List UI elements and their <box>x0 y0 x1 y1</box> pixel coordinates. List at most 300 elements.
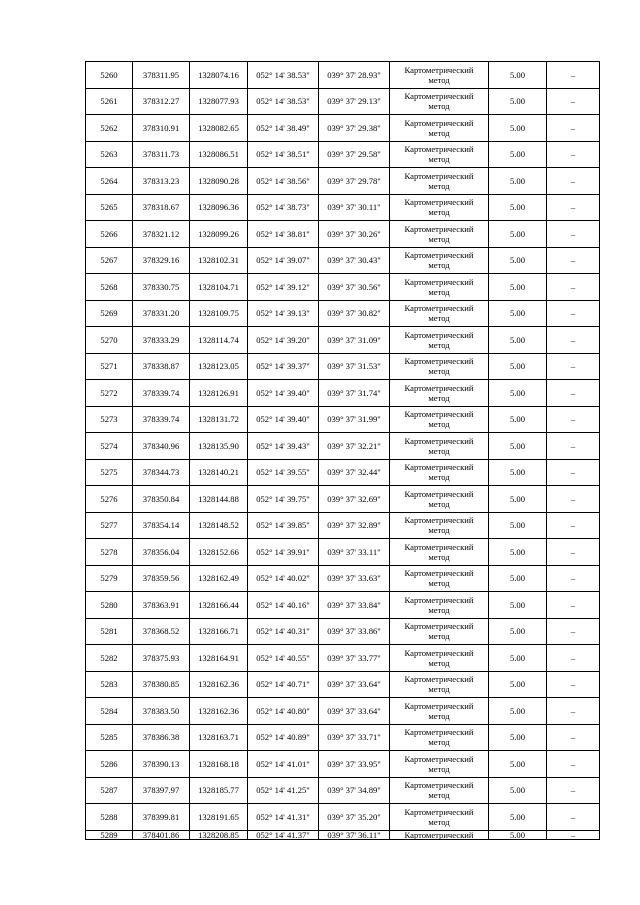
note-cell: – <box>547 486 600 513</box>
x-coordinate-cell: 378333.29 <box>133 327 190 354</box>
note-cell: – <box>547 804 600 831</box>
y-coordinate-cell: 1328144.88 <box>190 486 248 513</box>
longitude-cell: 039° 37' 29.58" <box>319 141 390 168</box>
y-coordinate-cell: 1328102.31 <box>190 247 248 274</box>
latitude-cell: 052° 14' 38.51" <box>248 141 319 168</box>
point-number-cell: 5283 <box>86 671 133 698</box>
note-cell: – <box>547 168 600 195</box>
longitude-cell: 039° 37' 32.44" <box>319 459 390 486</box>
point-number-cell: 5261 <box>86 88 133 115</box>
point-number-cell: 5276 <box>86 486 133 513</box>
y-coordinate-cell: 1328185.77 <box>190 777 248 804</box>
y-coordinate-cell: 1328140.21 <box>190 459 248 486</box>
table-row <box>86 274 600 301</box>
note-cell: – <box>547 88 600 115</box>
table-row <box>86 777 600 804</box>
longitude-cell: 039° 37' 29.13" <box>319 88 390 115</box>
method-line2: метод <box>428 525 450 536</box>
method-cell <box>390 724 489 751</box>
point-number-cell: 5279 <box>86 565 133 592</box>
y-coordinate-cell: 1328104.71 <box>190 274 248 301</box>
point-number-cell: 5289 <box>86 830 133 840</box>
latitude-cell: 052° 14' 38.49" <box>248 115 319 142</box>
latitude-cell: 052° 14' 41.25" <box>248 777 319 804</box>
note-cell: – <box>547 830 600 840</box>
point-number-cell: 5268 <box>86 274 133 301</box>
x-coordinate-cell: 378397.97 <box>133 777 190 804</box>
method-line1: Картометрический <box>404 674 474 685</box>
longitude-cell: 039° 37' 28.93" <box>319 62 390 89</box>
note-cell: – <box>547 353 600 380</box>
method-line2: метод <box>428 631 450 642</box>
latitude-cell: 052° 14' 39.43" <box>248 433 319 460</box>
latitude-cell: 052° 14' 38.53" <box>248 62 319 89</box>
method-cell <box>390 512 489 539</box>
method-line2: метод <box>428 260 450 271</box>
latitude-cell: 052° 14' 40.55" <box>248 645 319 672</box>
table-row <box>86 671 600 698</box>
x-coordinate-cell: 378359.56 <box>133 565 190 592</box>
table-row <box>86 724 600 751</box>
method-line1: Картометрический <box>404 541 474 552</box>
y-coordinate-cell: 1328090.28 <box>190 168 248 195</box>
note-cell: – <box>547 327 600 354</box>
longitude-cell: 039° 37' 30.82" <box>319 300 390 327</box>
accuracy-cell: 5.00 <box>489 274 547 301</box>
accuracy-cell: 5.00 <box>489 88 547 115</box>
table-row <box>86 459 600 486</box>
x-coordinate-cell: 378339.74 <box>133 380 190 407</box>
point-number-cell: 5264 <box>86 168 133 195</box>
point-number-cell: 5274 <box>86 433 133 460</box>
method-line1: Картометрический <box>404 64 474 75</box>
table-row <box>86 830 600 840</box>
longitude-cell: 039° 37' 29.78" <box>319 168 390 195</box>
table-row <box>86 592 600 619</box>
y-coordinate-cell: 1328152.66 <box>190 539 248 566</box>
method-cell <box>390 565 489 592</box>
method-cell <box>390 830 489 840</box>
accuracy-cell: 5.00 <box>489 141 547 168</box>
x-coordinate-cell: 378329.16 <box>133 247 190 274</box>
accuracy-cell: 5.00 <box>489 724 547 751</box>
note-cell: – <box>547 115 600 142</box>
x-coordinate-cell: 378363.91 <box>133 592 190 619</box>
latitude-cell: 052° 14' 39.40" <box>248 406 319 433</box>
method-line1: Картометрический <box>404 462 474 473</box>
longitude-cell: 039° 37' 33.77" <box>319 645 390 672</box>
latitude-cell: 052° 14' 39.91" <box>248 539 319 566</box>
table-row <box>86 327 600 354</box>
method-cell <box>390 459 489 486</box>
table-row <box>86 433 600 460</box>
latitude-cell: 052° 14' 40.31" <box>248 618 319 645</box>
accuracy-cell: 5.00 <box>489 592 547 619</box>
y-coordinate-cell: 1328163.71 <box>190 724 248 751</box>
method-cell <box>390 777 489 804</box>
x-coordinate-cell: 378310.91 <box>133 115 190 142</box>
method-line1: Картометрический <box>404 780 474 791</box>
table-row <box>86 168 600 195</box>
method-line2: метод <box>428 710 450 721</box>
point-number-cell: 5286 <box>86 751 133 778</box>
longitude-cell: 039° 37' 29.38" <box>319 115 390 142</box>
x-coordinate-cell: 378354.14 <box>133 512 190 539</box>
point-number-cell: 5270 <box>86 327 133 354</box>
x-coordinate-cell: 378340.96 <box>133 433 190 460</box>
method-cell <box>390 592 489 619</box>
accuracy-cell: 5.00 <box>489 830 547 840</box>
longitude-cell: 039° 37' 32.89" <box>319 512 390 539</box>
method-line2: метод <box>428 445 450 456</box>
y-coordinate-cell: 1328082.65 <box>190 115 248 142</box>
method-line2: метод <box>428 127 450 138</box>
y-coordinate-cell: 1328208.85 <box>190 830 248 840</box>
y-coordinate-cell: 1328162.49 <box>190 565 248 592</box>
method-cell <box>390 247 489 274</box>
x-coordinate-cell: 378350.84 <box>133 486 190 513</box>
accuracy-cell: 5.00 <box>489 433 547 460</box>
method-cell <box>390 406 489 433</box>
method-line1: Картометрический <box>404 276 474 287</box>
y-coordinate-cell: 1328166.71 <box>190 618 248 645</box>
point-number-cell: 5265 <box>86 194 133 221</box>
table-row <box>86 512 600 539</box>
note-cell: – <box>547 592 600 619</box>
method-line1: Картометрический <box>404 250 474 261</box>
longitude-cell: 039° 37' 33.64" <box>319 698 390 725</box>
note-cell: – <box>547 141 600 168</box>
method-cell <box>390 539 489 566</box>
method-line1: Картометрический <box>404 382 474 393</box>
y-coordinate-cell: 1328126.91 <box>190 380 248 407</box>
accuracy-cell: 5.00 <box>489 327 547 354</box>
latitude-cell: 052° 14' 41.01" <box>248 751 319 778</box>
x-coordinate-cell: 378344.73 <box>133 459 190 486</box>
table-row <box>86 406 600 433</box>
point-number-cell: 5269 <box>86 300 133 327</box>
method-cell <box>390 433 489 460</box>
x-coordinate-cell: 378386.38 <box>133 724 190 751</box>
method-line2: метод <box>428 472 450 483</box>
latitude-cell: 052° 14' 38.53" <box>248 88 319 115</box>
latitude-cell: 052° 14' 39.12" <box>248 274 319 301</box>
method-line2: метод <box>428 578 450 589</box>
latitude-cell: 052° 14' 38.73" <box>248 194 319 221</box>
method-cell <box>390 645 489 672</box>
y-coordinate-cell: 1328164.91 <box>190 645 248 672</box>
accuracy-cell: 5.00 <box>489 618 547 645</box>
accuracy-cell: 5.00 <box>489 62 547 89</box>
method-line1: Картометрический <box>404 515 474 526</box>
point-number-cell: 5275 <box>86 459 133 486</box>
method-line1: Картометрический <box>404 117 474 128</box>
x-coordinate-cell: 378313.23 <box>133 168 190 195</box>
method-line1: Картометрический <box>404 170 474 181</box>
method-line1: Картометрический <box>404 435 474 446</box>
longitude-cell: 039° 37' 30.26" <box>319 221 390 248</box>
y-coordinate-cell: 1328162.36 <box>190 698 248 725</box>
accuracy-cell: 5.00 <box>489 353 547 380</box>
note-cell: – <box>547 459 600 486</box>
table-row <box>86 645 600 672</box>
method-cell <box>390 62 489 89</box>
method-line2: метод <box>428 74 450 85</box>
point-number-cell: 5282 <box>86 645 133 672</box>
point-number-cell: 5271 <box>86 353 133 380</box>
method-line1: Картометрический <box>404 727 474 738</box>
latitude-cell: 052° 14' 41.31" <box>248 804 319 831</box>
x-coordinate-cell: 378331.20 <box>133 300 190 327</box>
note-cell: – <box>547 751 600 778</box>
table-row <box>86 565 600 592</box>
latitude-cell: 052° 14' 39.20" <box>248 327 319 354</box>
note-cell: – <box>547 539 600 566</box>
x-coordinate-cell: 378375.93 <box>133 645 190 672</box>
method-cell <box>390 274 489 301</box>
accuracy-cell: 5.00 <box>489 115 547 142</box>
latitude-cell: 052° 14' 39.75" <box>248 486 319 513</box>
point-number-cell: 5272 <box>86 380 133 407</box>
method-line2: метод <box>428 551 450 562</box>
note-cell: – <box>547 221 600 248</box>
accuracy-cell: 5.00 <box>489 671 547 698</box>
method-line1: Картометрический <box>404 144 474 155</box>
method-line1: Картометрический <box>404 197 474 208</box>
y-coordinate-cell: 1328148.52 <box>190 512 248 539</box>
x-coordinate-cell: 378311.73 <box>133 141 190 168</box>
point-number-cell: 5287 <box>86 777 133 804</box>
longitude-cell: 039° 37' 33.84" <box>319 592 390 619</box>
note-cell: – <box>547 618 600 645</box>
y-coordinate-cell: 1328191.65 <box>190 804 248 831</box>
method-cell <box>390 194 489 221</box>
x-coordinate-cell: 378399.81 <box>133 804 190 831</box>
accuracy-cell: 5.00 <box>489 221 547 248</box>
x-coordinate-cell: 378312.27 <box>133 88 190 115</box>
method-cell <box>390 168 489 195</box>
note-cell: – <box>547 62 600 89</box>
accuracy-cell: 5.00 <box>489 406 547 433</box>
method-cell <box>390 751 489 778</box>
accuracy-cell: 5.00 <box>489 565 547 592</box>
latitude-cell: 052° 14' 38.56" <box>248 168 319 195</box>
point-number-cell: 5278 <box>86 539 133 566</box>
point-number-cell: 5273 <box>86 406 133 433</box>
x-coordinate-cell: 378321.12 <box>133 221 190 248</box>
method-line1: Картометрический <box>404 223 474 234</box>
method-cell <box>390 804 489 831</box>
note-cell: – <box>547 406 600 433</box>
method-line2: метод <box>428 816 450 827</box>
longitude-cell: 039° 37' 32.69" <box>319 486 390 513</box>
longitude-cell: 039° 37' 30.56" <box>319 274 390 301</box>
y-coordinate-cell: 1328123.05 <box>190 353 248 380</box>
table-body <box>86 62 600 840</box>
table-row <box>86 618 600 645</box>
latitude-cell: 052° 14' 39.07" <box>248 247 319 274</box>
longitude-cell: 039° 37' 33.64" <box>319 671 390 698</box>
note-cell: – <box>547 300 600 327</box>
y-coordinate-cell: 1328166.44 <box>190 592 248 619</box>
method-line2: метод <box>428 286 450 297</box>
method-line1: Картометрический <box>404 830 474 840</box>
latitude-cell: 052° 14' 39.13" <box>248 300 319 327</box>
method-line2: метод <box>428 419 450 430</box>
accuracy-cell: 5.00 <box>489 380 547 407</box>
accuracy-cell: 5.00 <box>489 168 547 195</box>
method-line1: Картометрический <box>404 700 474 711</box>
point-number-cell: 5267 <box>86 247 133 274</box>
point-number-cell: 5280 <box>86 592 133 619</box>
note-cell: – <box>547 565 600 592</box>
method-line1: Картометрический <box>404 409 474 420</box>
method-line1: Картометрический <box>404 303 474 314</box>
latitude-cell: 052° 14' 40.89" <box>248 724 319 751</box>
longitude-cell: 039° 37' 34.89" <box>319 777 390 804</box>
point-number-cell: 5262 <box>86 115 133 142</box>
method-line1: Картометрический <box>404 488 474 499</box>
latitude-cell: 052° 14' 40.02" <box>248 565 319 592</box>
x-coordinate-cell: 378390.13 <box>133 751 190 778</box>
y-coordinate-cell: 1328077.93 <box>190 88 248 115</box>
method-cell <box>390 88 489 115</box>
method-line2: метод <box>428 154 450 165</box>
x-coordinate-cell: 378311.95 <box>133 62 190 89</box>
longitude-cell: 039° 37' 32.21" <box>319 433 390 460</box>
table-row <box>86 804 600 831</box>
y-coordinate-cell: 1328099.26 <box>190 221 248 248</box>
table-row <box>86 353 600 380</box>
method-line2: метод <box>428 604 450 615</box>
table-row <box>86 380 600 407</box>
method-line2: метод <box>428 657 450 668</box>
method-cell <box>390 486 489 513</box>
point-number-cell: 5263 <box>86 141 133 168</box>
note-cell: – <box>547 671 600 698</box>
latitude-cell: 052° 14' 40.16" <box>248 592 319 619</box>
method-line2: метод <box>428 498 450 509</box>
longitude-cell: 039° 37' 33.95" <box>319 751 390 778</box>
point-number-cell: 5277 <box>86 512 133 539</box>
y-coordinate-cell: 1328135.90 <box>190 433 248 460</box>
point-number-cell: 5284 <box>86 698 133 725</box>
method-cell <box>390 300 489 327</box>
latitude-cell: 052° 14' 41.37" <box>248 830 319 840</box>
method-line2: метод <box>428 233 450 244</box>
longitude-cell: 039° 37' 30.43" <box>319 247 390 274</box>
longitude-cell: 039° 37' 31.74" <box>319 380 390 407</box>
method-cell <box>390 698 489 725</box>
latitude-cell: 052° 14' 39.40" <box>248 380 319 407</box>
method-cell <box>390 221 489 248</box>
table-row <box>86 115 600 142</box>
note-cell: – <box>547 777 600 804</box>
method-cell <box>390 671 489 698</box>
method-line2: метод <box>428 684 450 695</box>
latitude-cell: 052° 14' 39.85" <box>248 512 319 539</box>
latitude-cell: 052° 14' 40.71" <box>248 671 319 698</box>
point-number-cell: 5281 <box>86 618 133 645</box>
note-cell: – <box>547 724 600 751</box>
method-line1: Картометрический <box>404 753 474 764</box>
x-coordinate-cell: 378318.67 <box>133 194 190 221</box>
method-cell <box>390 618 489 645</box>
accuracy-cell: 5.00 <box>489 486 547 513</box>
point-number-cell: 5285 <box>86 724 133 751</box>
note-cell: – <box>547 433 600 460</box>
method-cell <box>390 327 489 354</box>
accuracy-cell: 5.00 <box>489 247 547 274</box>
accuracy-cell: 5.00 <box>489 539 547 566</box>
method-cell <box>390 353 489 380</box>
table-row <box>86 539 600 566</box>
x-coordinate-cell: 378338.87 <box>133 353 190 380</box>
latitude-cell: 052° 14' 39.37" <box>248 353 319 380</box>
longitude-cell: 039° 37' 36.11" <box>319 830 390 840</box>
method-line2: метод <box>428 313 450 324</box>
method-cell <box>390 115 489 142</box>
table-row <box>86 62 600 89</box>
latitude-cell: 052° 14' 38.81" <box>248 221 319 248</box>
accuracy-cell: 5.00 <box>489 300 547 327</box>
table-row <box>86 300 600 327</box>
note-cell: – <box>547 274 600 301</box>
note-cell: – <box>547 194 600 221</box>
y-coordinate-cell: 1328074.16 <box>190 62 248 89</box>
method-line1: Картометрический <box>404 356 474 367</box>
method-line1: Картометрический <box>404 91 474 102</box>
point-number-cell: 5266 <box>86 221 133 248</box>
note-cell: – <box>547 645 600 672</box>
method-line1: Картометрический <box>404 806 474 817</box>
table-row <box>86 247 600 274</box>
x-coordinate-cell: 378356.04 <box>133 539 190 566</box>
accuracy-cell: 5.00 <box>489 751 547 778</box>
longitude-cell: 039° 37' 33.11" <box>319 539 390 566</box>
x-coordinate-cell: 378380.85 <box>133 671 190 698</box>
note-cell: – <box>547 698 600 725</box>
x-coordinate-cell: 378339.74 <box>133 406 190 433</box>
longitude-cell: 039° 37' 33.63" <box>319 565 390 592</box>
method-line2: метод <box>428 366 450 377</box>
latitude-cell: 052° 14' 40.80" <box>248 698 319 725</box>
method-line2: метод <box>428 737 450 748</box>
table-row <box>86 88 600 115</box>
point-number-cell: 5288 <box>86 804 133 831</box>
note-cell: – <box>547 512 600 539</box>
method-line1: Картометрический <box>404 329 474 340</box>
note-cell: – <box>547 380 600 407</box>
method-cell <box>390 380 489 407</box>
coordinates-table <box>85 61 600 840</box>
y-coordinate-cell: 1328086.51 <box>190 141 248 168</box>
method-line2: метод <box>428 207 450 218</box>
table-row <box>86 751 600 778</box>
x-coordinate-cell: 378368.52 <box>133 618 190 645</box>
method-cell <box>390 141 489 168</box>
method-line2: метод <box>428 339 450 350</box>
y-coordinate-cell: 1328162.36 <box>190 671 248 698</box>
accuracy-cell: 5.00 <box>489 645 547 672</box>
longitude-cell: 039° 37' 33.86" <box>319 618 390 645</box>
method-line2: метод <box>428 101 450 112</box>
method-line2: метод <box>428 790 450 801</box>
longitude-cell: 039° 37' 31.99" <box>319 406 390 433</box>
method-line1: Картометрический <box>404 647 474 658</box>
y-coordinate-cell: 1328109.75 <box>190 300 248 327</box>
method-line1: Картометрический <box>404 568 474 579</box>
